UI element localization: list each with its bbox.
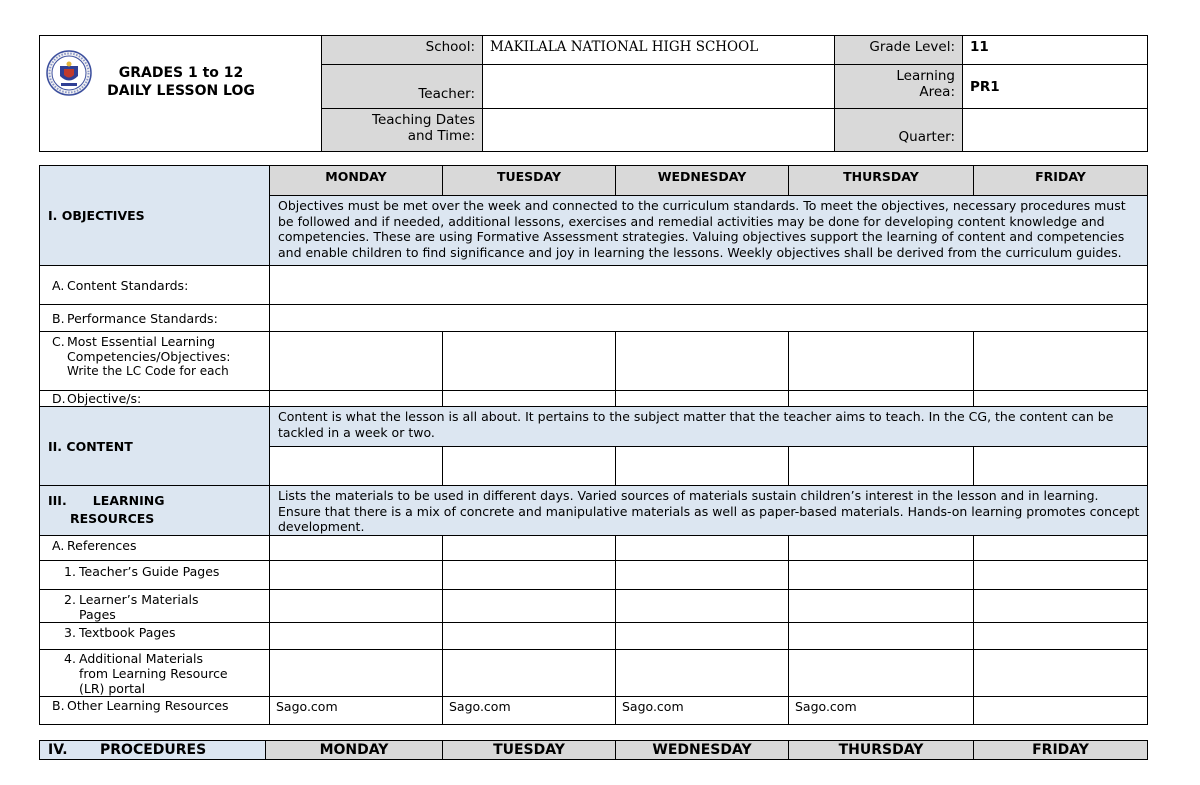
textbook-label: 3. Textbook Pages	[40, 622, 270, 649]
learners-materials-monday[interactable]	[270, 589, 443, 622]
learners-materials-label: 2. Learner’s Materials Pages	[40, 589, 270, 622]
teachers-guide-tuesday[interactable]	[443, 560, 616, 589]
content-thursday[interactable]	[789, 447, 974, 486]
learners-materials-friday[interactable]	[974, 589, 1148, 622]
melc-wednesday[interactable]	[616, 332, 789, 391]
objective-wednesday[interactable]	[616, 391, 789, 407]
additional-materials-tuesday[interactable]	[443, 649, 616, 696]
content-wednesday[interactable]	[616, 447, 789, 486]
performance-standards-value[interactable]	[270, 305, 1148, 332]
other-resources-friday[interactable]	[974, 696, 1148, 724]
learning-resources-heading: III. LEARNING RESOURCES	[40, 486, 270, 536]
content-standards-label: A. Content Standards:	[40, 266, 270, 305]
header-table	[39, 35, 1148, 152]
learning-area-value[interactable]: PR1	[963, 65, 1148, 109]
textbook-monday[interactable]	[270, 622, 443, 649]
other-resources-tuesday[interactable]: Sago.com	[443, 696, 616, 724]
day-header-tuesday: TUESDAY	[443, 166, 616, 196]
objectives-description: Objectives must be met over the week and connected to the curriculum standards. To meet the objectives, necessary procedures must be followed and if needed, additional lessons, exercises and remedial activities may be done for developing content knowledge and competencies. These are using Formative Assessment strategies. Valuing objectives support the learning of content and competencies and enable children to find significance and joy in learning the lessons. Weekly objectives shall be derived from the curriculum guides.	[270, 196, 1148, 266]
objectives-heading: I. OBJECTIVES	[40, 166, 270, 266]
teachers-guide-thursday[interactable]	[789, 560, 974, 589]
procedures-day-wednesday: WEDNESDAY	[616, 741, 789, 760]
procedures-day-thursday: THURSDAY	[789, 741, 974, 760]
textbook-tuesday[interactable]	[443, 622, 616, 649]
references-tuesday[interactable]	[443, 535, 616, 560]
teaching-dates-value[interactable]	[483, 109, 835, 152]
references-monday[interactable]	[270, 535, 443, 560]
day-header-thursday: THURSDAY	[789, 166, 974, 196]
teachers-guide-wednesday[interactable]	[616, 560, 789, 589]
grade-level-value[interactable]: 11	[963, 36, 1148, 65]
procedures-table	[39, 740, 1148, 760]
objective-friday[interactable]	[974, 391, 1148, 407]
content-description: Content is what the lesson is all about. It pertains to the subject matter that the teacher aims to teach. In the CG, the content can be tackled in a week or two.	[270, 407, 1148, 447]
day-header-monday: MONDAY	[270, 166, 443, 196]
objective-thursday[interactable]	[789, 391, 974, 407]
melc-tuesday[interactable]	[443, 332, 616, 391]
objective-label: D.Objective/s:	[40, 391, 270, 407]
grade-level-label: Grade Level:	[835, 36, 963, 65]
content-standards-value[interactable]	[270, 266, 1148, 305]
learning-resources-description: Lists the materials to be used in different days. Varied sources of materials sustain children’s interest in the lesson and in learning. Ensure that there is a mix of concrete and manipulative materials as well as paper-based materials. Hands-on learning promotes concept development.	[270, 486, 1148, 536]
additional-materials-monday[interactable]	[270, 649, 443, 696]
procedures-heading: IV. PROCEDURES	[40, 741, 266, 760]
references-label: A. References	[40, 535, 270, 560]
objective-tuesday[interactable]	[443, 391, 616, 407]
document-title: GRADES 1 to 12 DAILY LESSON LOG	[107, 65, 255, 99]
content-friday[interactable]	[974, 447, 1148, 486]
references-friday[interactable]	[974, 535, 1148, 560]
procedures-day-monday: MONDAY	[266, 741, 443, 760]
content-heading: II. CONTENT	[40, 407, 270, 486]
additional-materials-label: 4. Additional Materials from Learning Resource (LR) portal	[40, 649, 270, 696]
quarter-value[interactable]	[963, 109, 1148, 152]
teachers-guide-label: 1. Teacher’s Guide Pages	[40, 560, 270, 589]
references-thursday[interactable]	[789, 535, 974, 560]
teacher-label: Teacher:	[322, 65, 483, 109]
other-resources-thursday[interactable]: Sago.com	[789, 696, 974, 724]
teachers-guide-monday[interactable]	[270, 560, 443, 589]
additional-materials-thursday[interactable]	[789, 649, 974, 696]
quarter-label: Quarter:	[835, 109, 963, 152]
textbook-friday[interactable]	[974, 622, 1148, 649]
references-wednesday[interactable]	[616, 535, 789, 560]
melc-thursday[interactable]	[789, 332, 974, 391]
teaching-dates-label: Teaching Dates and Time:	[322, 109, 483, 152]
additional-materials-friday[interactable]	[974, 649, 1148, 696]
other-resources-label: B. Other Learning Resources	[40, 696, 270, 724]
learners-materials-tuesday[interactable]	[443, 589, 616, 622]
learning-area-label: Learning Area:	[835, 65, 963, 109]
objective-monday[interactable]	[270, 391, 443, 407]
school-label: School:	[322, 36, 483, 65]
additional-materials-wednesday[interactable]	[616, 649, 789, 696]
day-header-wednesday: WEDNESDAY	[616, 166, 789, 196]
school-value[interactable]: MAKILALA NATIONAL HIGH SCHOOL	[483, 36, 835, 65]
melc-monday[interactable]	[270, 332, 443, 391]
procedures-day-tuesday: TUESDAY	[443, 741, 616, 760]
performance-standards-label: B. Performance Standards:	[40, 305, 270, 332]
melc-label: C. Most Essential Learning Competencies/Objectives: Write the LC Code for each	[40, 332, 270, 391]
textbook-wednesday[interactable]	[616, 622, 789, 649]
title-cell	[40, 36, 322, 152]
learners-materials-thursday[interactable]	[789, 589, 974, 622]
learners-materials-wednesday[interactable]	[616, 589, 789, 622]
day-header-friday: FRIDAY	[974, 166, 1148, 196]
teacher-value[interactable]	[483, 65, 835, 109]
other-resources-wednesday[interactable]: Sago.com	[616, 696, 789, 724]
lesson-table	[39, 165, 1148, 725]
deped-seal-icon	[46, 50, 92, 96]
melc-friday[interactable]	[974, 332, 1148, 391]
procedures-day-friday: FRIDAY	[974, 741, 1148, 760]
teachers-guide-friday[interactable]	[974, 560, 1148, 589]
content-tuesday[interactable]	[443, 447, 616, 486]
content-monday[interactable]	[270, 447, 443, 486]
other-resources-monday[interactable]: Sago.com	[270, 696, 443, 724]
textbook-thursday[interactable]	[789, 622, 974, 649]
